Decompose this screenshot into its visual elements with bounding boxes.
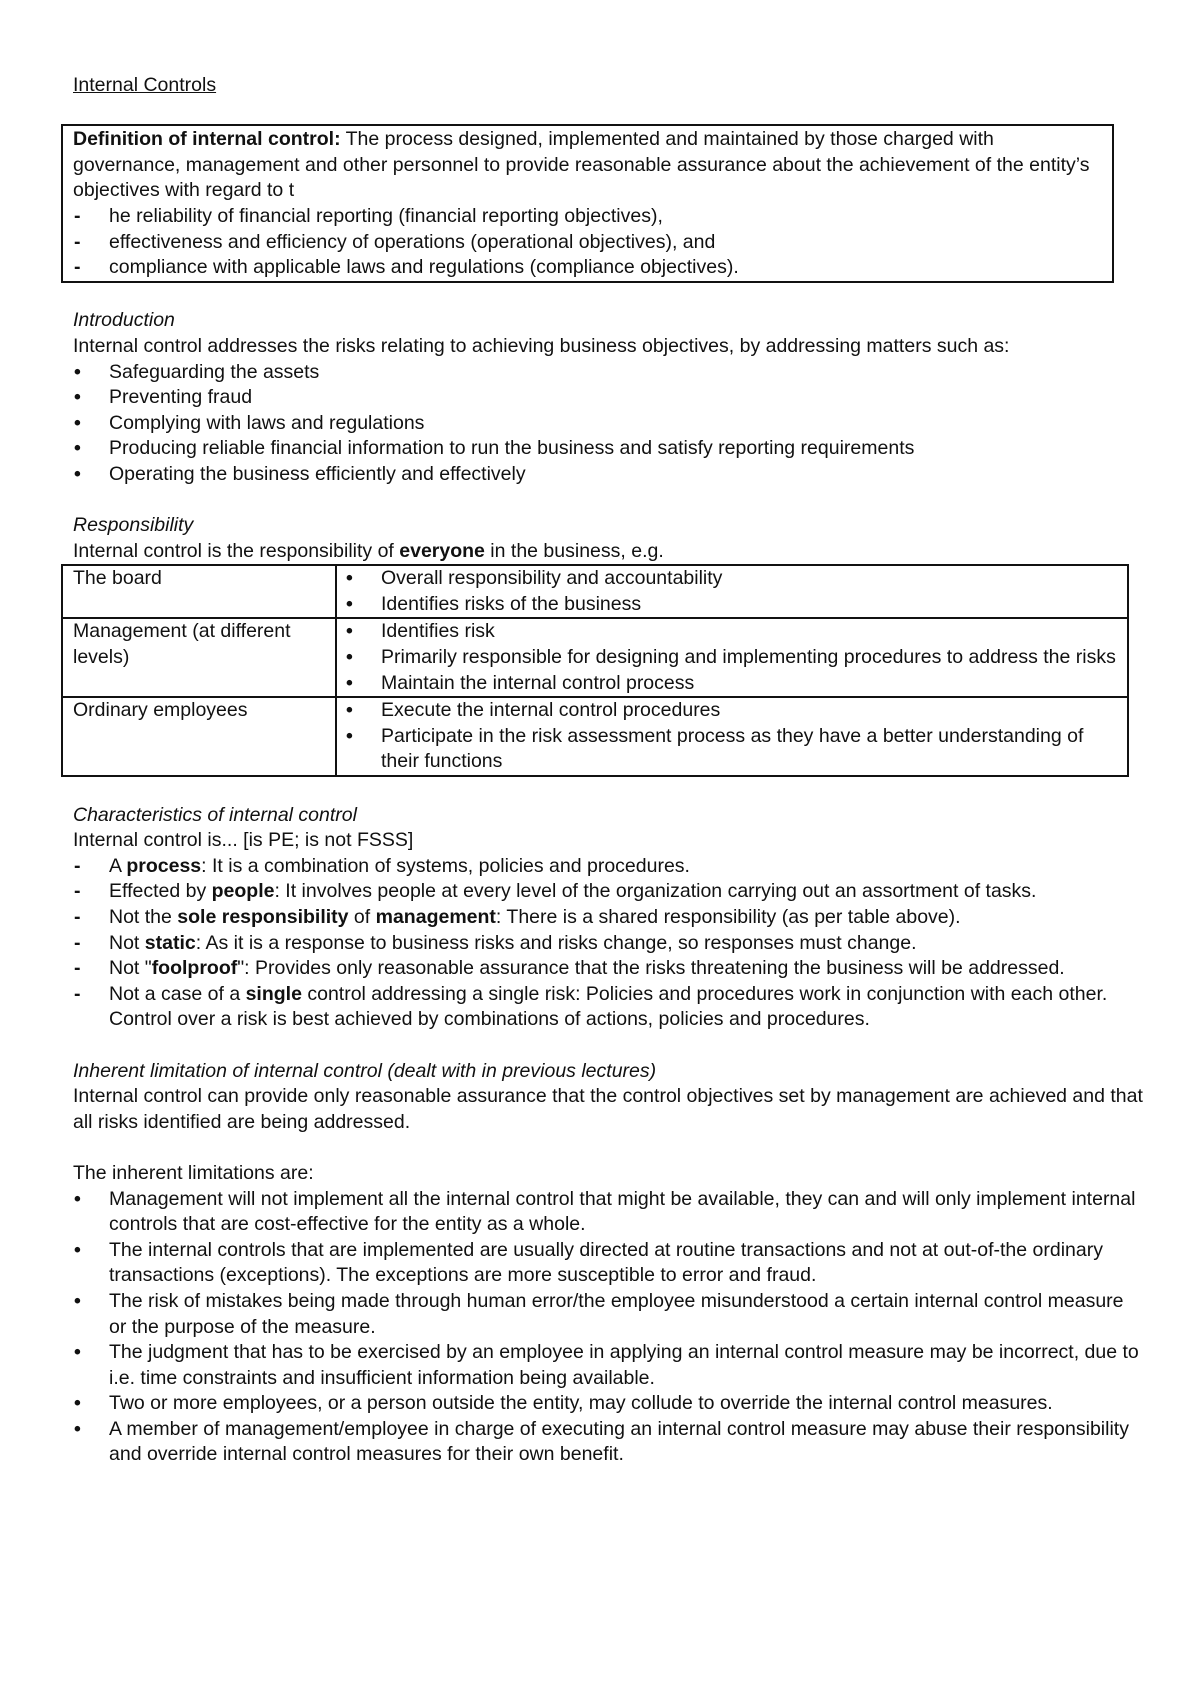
responsibility-text <box>73 539 1143 565</box>
bold-term: management <box>375 906 496 928</box>
characteristic-item <box>73 956 1143 982</box>
limitation-item: • Two or more employees, or a person outside the entity, may collude to override the internal control measures. <box>73 1391 1143 1417</box>
definition-item: - effectiveness and efficiency of operations (operational objectives), and <box>73 230 1102 256</box>
characteristics-list <box>73 854 1143 1033</box>
text-run: : It is a combination of systems, policies and procedures. <box>201 854 690 877</box>
document-page <box>73 73 1143 1468</box>
introduction-text: Internal control addresses the risks relating to achieving business objectives, by addressing matters such as: <box>73 334 1010 357</box>
characteristic-item <box>73 905 1143 931</box>
introduction-item: • Operating the business efficiently and effectively <box>73 462 1143 488</box>
responsibility-text-b: in the business, e.g. <box>484 539 664 562</box>
table-cell-role: Management (at different levels) <box>62 618 336 697</box>
bold-term: process <box>126 854 202 877</box>
bold-term: foolproof <box>151 957 238 980</box>
limitations-text: Internal control can provide only reasonable assurance that the control objectives set by management are achieved and that all risks identified are being addressed. <box>73 1085 1143 1133</box>
bold-term: people <box>211 880 275 903</box>
text-run: ": Provides only reasonable assurance that the risks threatening the business will be addressed. <box>237 957 1065 980</box>
duty-item: • Identifies risk <box>345 619 1119 645</box>
limitation-item: • A member of management/employee in charge of executing an internal control measure may abuse their responsibility and override internal control measures for their own benefit. <box>73 1417 1143 1468</box>
spacer <box>73 488 1143 514</box>
introduction-item: • Preventing fraud <box>73 385 1143 411</box>
introduction-item: • Safeguarding the assets <box>73 360 1143 386</box>
limitation-item: • Management will not implement all the internal control that might be available, they can and will only implement internal controls that are cost-effective for the entity as a whole. <box>73 1187 1143 1238</box>
text-run: : It involves people at every level of the organization carrying out an assortment of tasks. <box>274 880 1037 903</box>
spacer <box>73 1033 1143 1059</box>
duty-item: • Primarily responsible for designing and implementing procedures to address the risks <box>345 645 1119 671</box>
duties-list <box>345 566 1119 617</box>
spacer <box>73 1135 1143 1161</box>
duties-list <box>345 698 1119 775</box>
definition-list <box>73 204 1102 281</box>
limitation-item: • The internal controls that are implemented are usually directed at routine transactions and not at out-of-the ordinary transactions (exceptions). The exceptions are more susceptible to error and fraud. <box>73 1238 1143 1289</box>
bold-term: sole responsibility <box>177 906 349 928</box>
bold-term: single <box>245 982 302 1005</box>
limitation-item: • The risk of mistakes being made through human error/the employee misunderstood a certain internal control measure or the purpose of the measure. <box>73 1289 1143 1340</box>
duty-item: • Overall responsibility and accountability <box>345 566 1119 592</box>
table-row <box>62 618 1128 697</box>
definition-term: Definition of internal control: <box>73 128 341 151</box>
text-run: Not " <box>109 957 152 980</box>
duties-list <box>345 619 1119 696</box>
responsibility-table <box>61 564 1129 777</box>
text-run: Not the <box>109 906 178 928</box>
table-cell-duties <box>336 565 1128 618</box>
definition-box <box>61 124 1114 283</box>
table-cell-duties <box>336 697 1128 776</box>
page-title: Internal Controls <box>73 74 217 96</box>
definition-text <box>73 127 1102 204</box>
characteristics-heading: Characteristics of internal control <box>73 803 357 826</box>
table-cell-role: The board <box>62 565 336 618</box>
introduction-list <box>73 360 1143 488</box>
text-run: A <box>109 854 127 877</box>
responsibility-text-a: Internal control is the responsibility of <box>73 539 400 562</box>
text-run: Not <box>109 931 145 954</box>
introduction-item: • Producing reliable financial information to run the business and satisfy reporting requirements <box>73 436 1143 462</box>
spacer <box>73 99 1143 125</box>
text-run: : As it is a response to business risks and risks change, so responses must change. <box>195 931 917 954</box>
characteristic-item <box>73 982 1143 1033</box>
duty-item: • Identifies risks of the business <box>345 592 1119 618</box>
text-run: Not a case of a <box>109 982 246 1005</box>
characteristic-item <box>73 931 1143 957</box>
duty-item: • Maintain the internal control process <box>345 671 1119 697</box>
definition-item: - he reliability of financial reporting (financial reporting objectives), <box>73 204 1102 230</box>
limitations-subheading: The inherent limitations are: <box>73 1161 314 1184</box>
characteristic-item <box>73 854 1143 880</box>
spacer <box>73 777 1143 803</box>
characteristic-item <box>73 879 1143 905</box>
table-cell-duties <box>336 618 1128 697</box>
limitation-item: • The judgment that has to be exercised by an employee in applying an internal control measure may be incorrect, due to i.e. time constraints and insufficient information being available. <box>73 1340 1143 1391</box>
definition-body: The process designed, implemented and maintained by those charged with governance, management and other personnel to provide reasonable assurance about the achievement of the entity’s objectives with regard to t <box>73 128 1090 202</box>
responsibility-heading: Responsibility <box>73 514 194 537</box>
table-row <box>62 565 1128 618</box>
text-run: of <box>348 906 376 928</box>
limitations-list <box>73 1187 1143 1469</box>
bold-term: static <box>144 931 196 954</box>
introduction-heading: Introduction <box>73 309 175 332</box>
text-run: : There is a shared responsibility (as per table above). <box>495 906 961 928</box>
text-run: Effected by <box>109 880 212 903</box>
table-row <box>62 697 1128 776</box>
table-cell-role: Ordinary employees <box>62 697 336 776</box>
duty-item: • Execute the internal control procedures <box>345 698 1119 724</box>
spacer <box>73 283 1143 309</box>
introduction-item: • Complying with laws and regulations <box>73 411 1143 437</box>
text-run: control addressing a single risk: Policies and procedures work in conjunction with each other. Control over a risk is best achieved by combinations of actions, policies and procedures. <box>109 982 1108 1031</box>
responsibility-text-bold: everyone <box>399 539 485 562</box>
duty-item: • Participate in the risk assessment process as they have a better understanding of their functions <box>345 724 1119 775</box>
characteristics-intro: Internal control is... [is PE; is not FSSS] <box>73 829 414 852</box>
limitations-heading: Inherent limitation of internal control (dealt with in previous lectures) <box>73 1059 657 1082</box>
definition-item: - compliance with applicable laws and regulations (compliance objectives). <box>73 255 1102 281</box>
